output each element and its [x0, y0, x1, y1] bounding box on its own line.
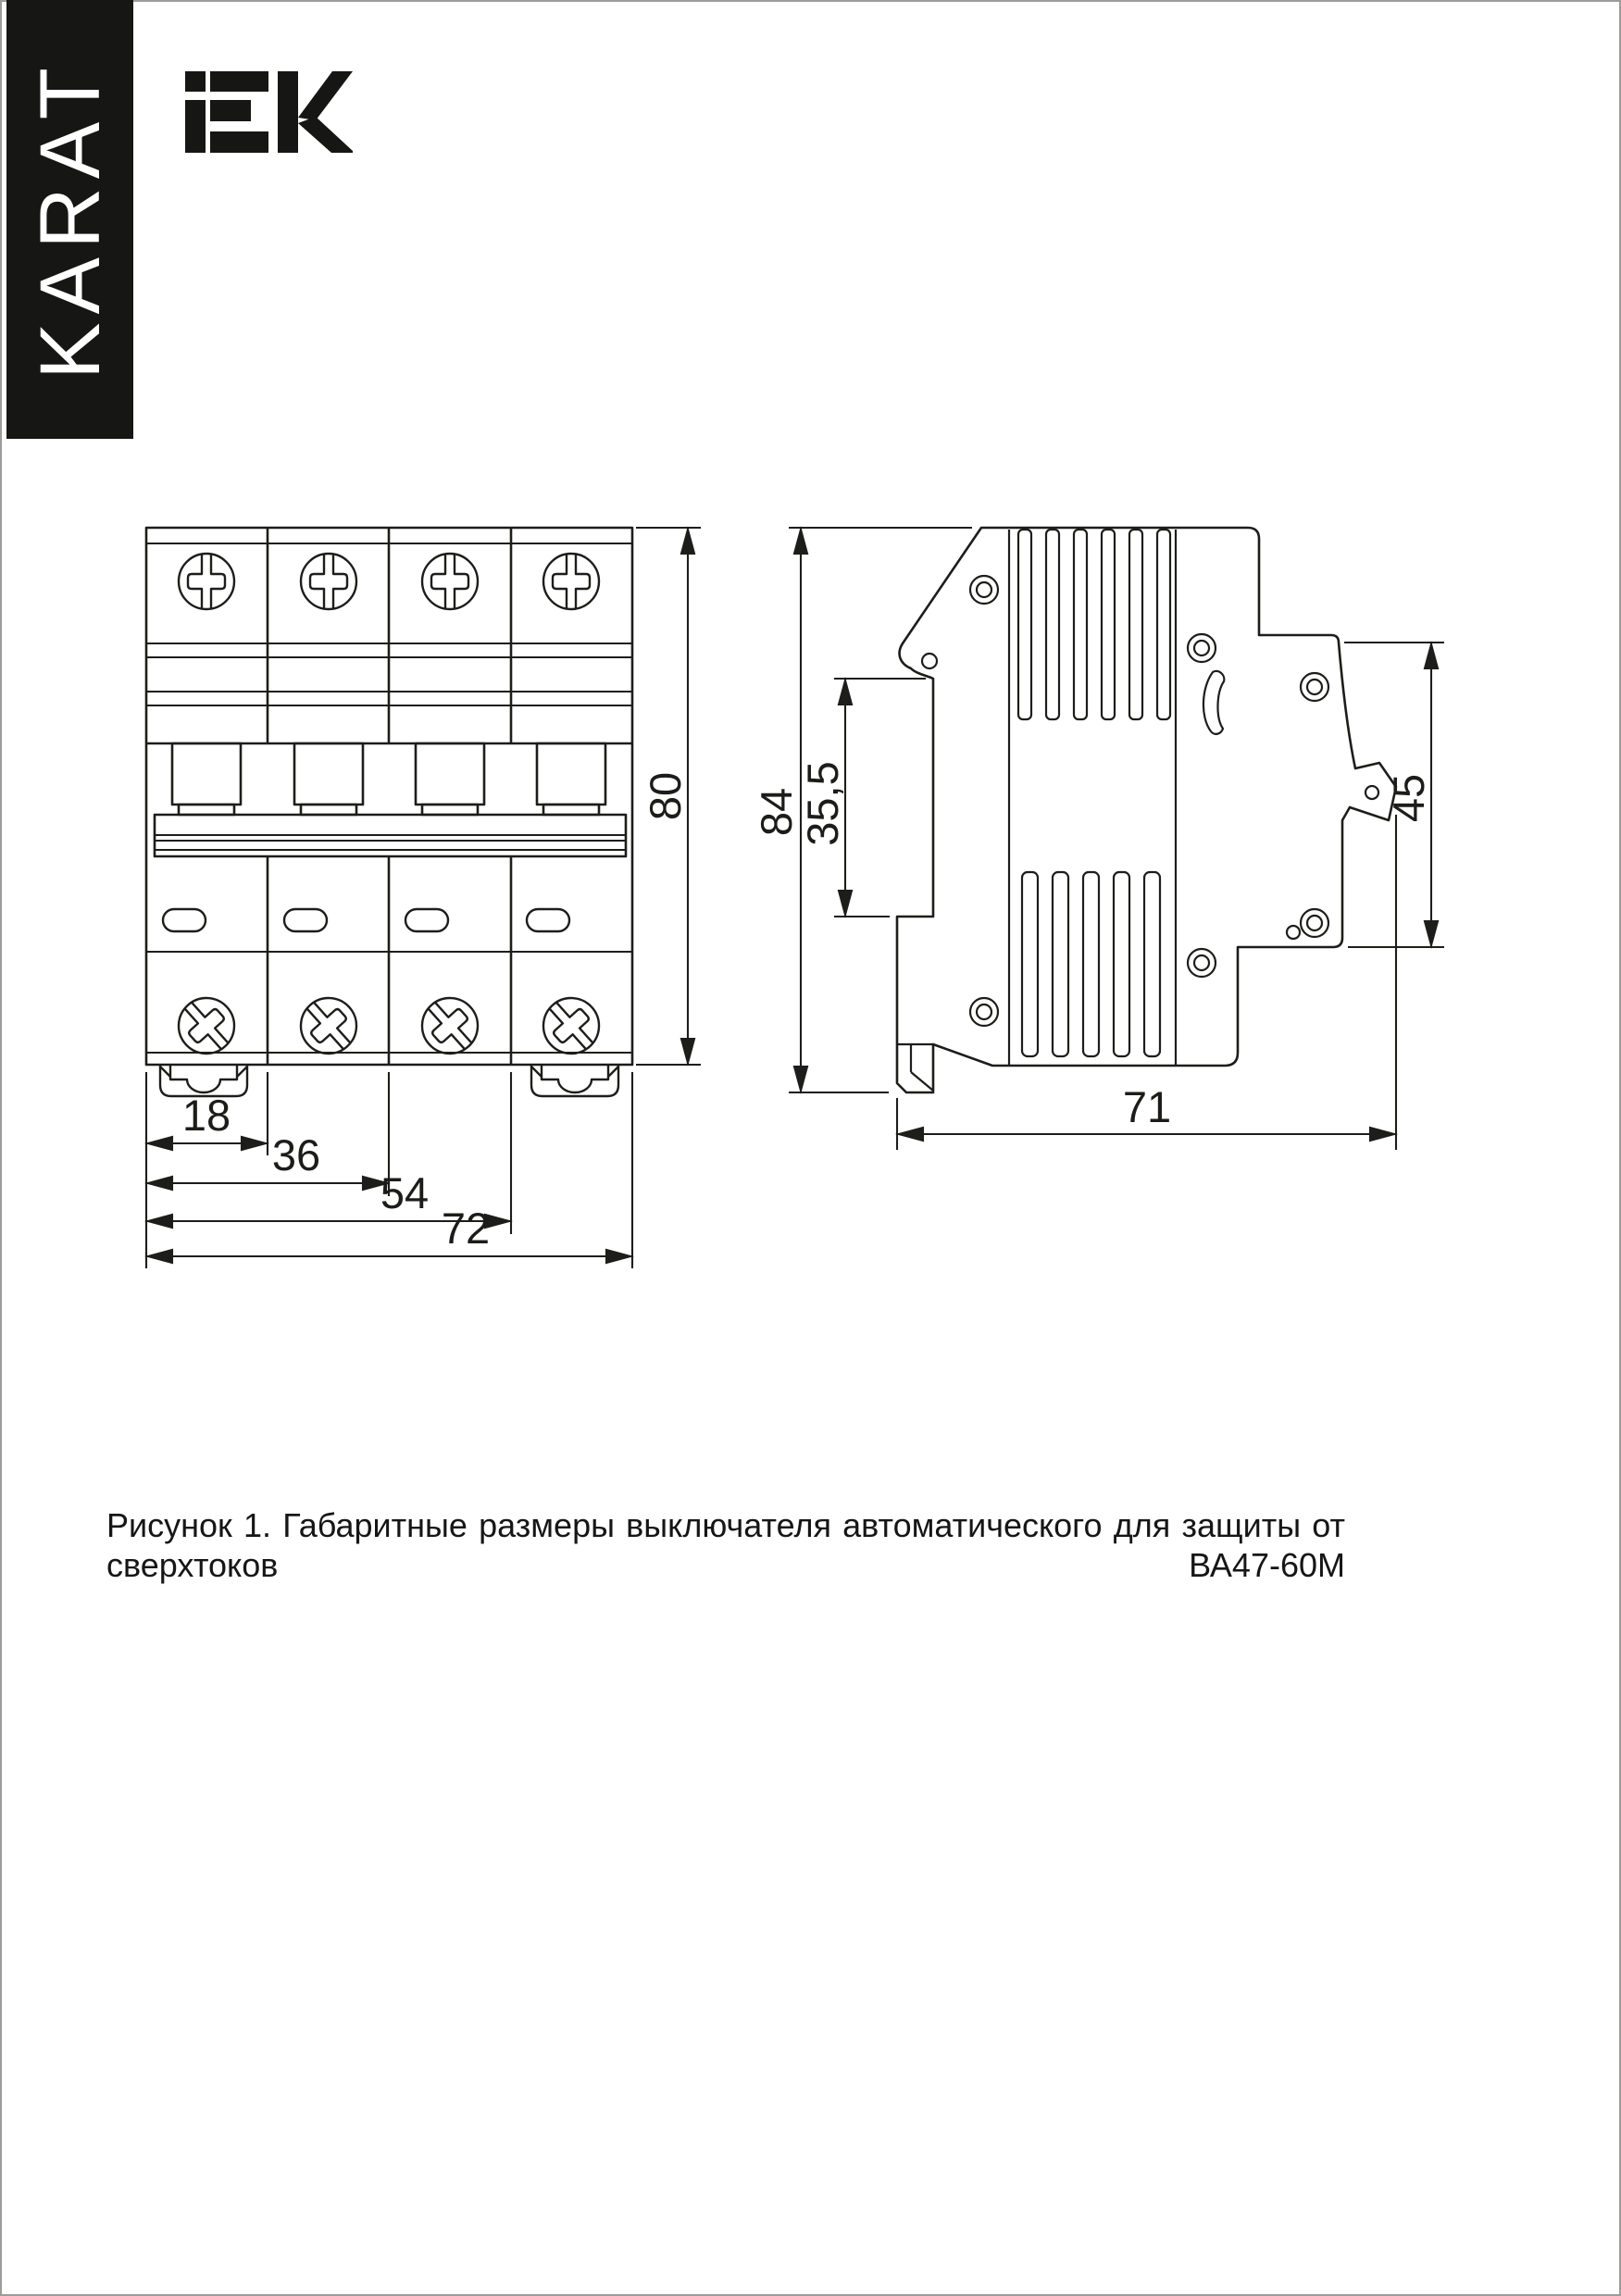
kidney-slot	[1203, 671, 1224, 734]
side-din-clip-detail	[897, 1044, 933, 1091]
dim-label-front-height: 80	[641, 771, 690, 821]
figure-caption: Рисунок 1. Габаритные размеры выключателя автоматического для защиты от сверхтоков ВА47-60М	[106, 1506, 1345, 1585]
pole-dividers	[268, 528, 511, 1065]
karat-series-label: KARAT	[22, 59, 118, 380]
latch-pin-hole	[922, 654, 937, 668]
lever-pin-hole	[1365, 786, 1378, 799]
dim-label-side-height: 84	[752, 787, 801, 837]
vent-slots-bottom	[1022, 872, 1160, 1056]
dim-label-total-width: 72	[441, 1204, 491, 1253]
dim-label-rear-height: 45	[1384, 773, 1433, 823]
toggle-handles	[146, 743, 632, 815]
housing-rivets	[970, 576, 1328, 1026]
handle-tie-bar	[155, 815, 626, 856]
test-windows	[163, 909, 569, 931]
dim-label-three-poles: 54	[380, 1168, 430, 1217]
side-view-drawing	[897, 528, 1396, 1092]
vent-slots-top	[1018, 530, 1170, 719]
dim-label-depth: 71	[1122, 1082, 1172, 1131]
dim-label-pole-width: 18	[181, 1091, 231, 1140]
dim-label-two-poles: 36	[271, 1130, 321, 1179]
front-view-dimensions	[146, 528, 701, 1268]
dim-label-din-recess: 35,5	[798, 761, 847, 846]
front-view-drawing	[146, 528, 632, 1096]
